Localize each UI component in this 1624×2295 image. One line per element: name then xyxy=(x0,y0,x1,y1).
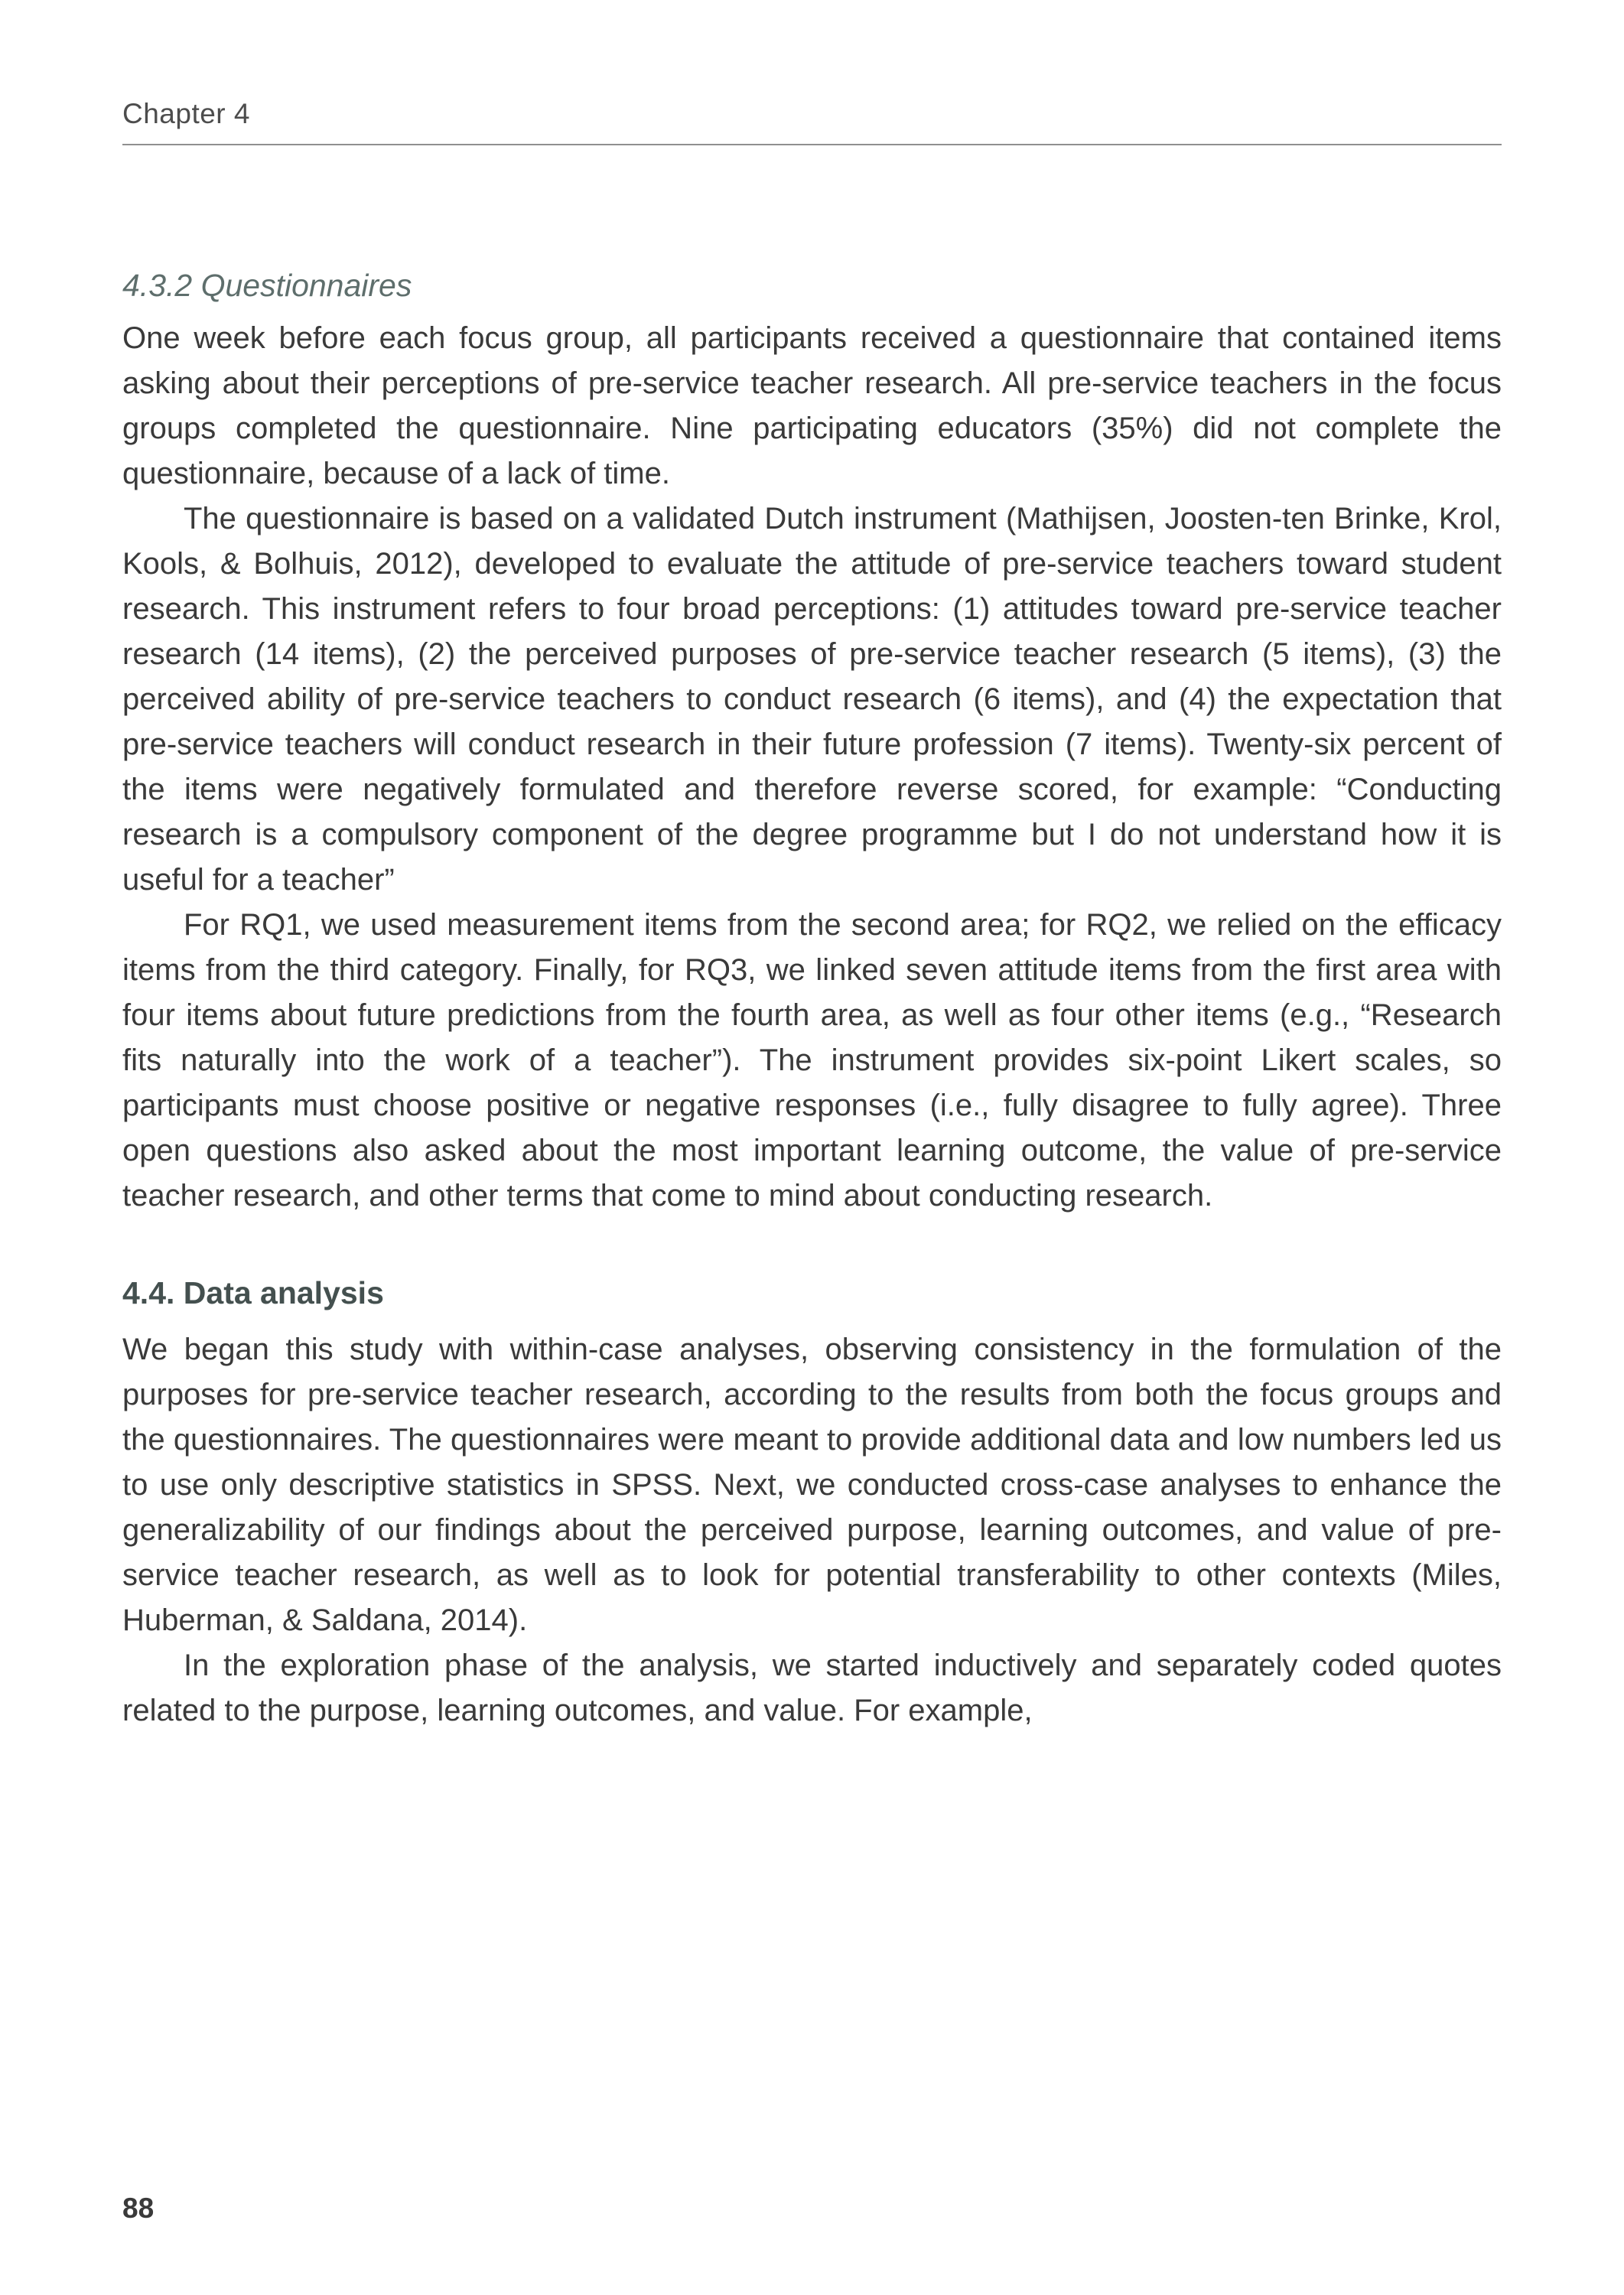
header-rule xyxy=(122,144,1502,145)
paragraph-questionnaires-1: One week before each focus group, all participants received a questionnaire that contained items asking about their perceptions of pre-service teacher research. All pre-service teachers in the focus groups completed the questionnaire. Nine participating educators (35%) did not complete the questionnaire, because of a lack of time. xyxy=(122,321,1502,491)
paragraph-questionnaires-3: For RQ1, we used measurement items from the second area; for RQ2, we relied on the efficacy items from the third category. Finally, for RQ3, we linked seven attitude items from the first area with four items about future predictions from the fourth area, as well as four other items (e.g., “Research fits naturally into the work of a teacher”). The instrument provides six-point Likert scales, so participants must choose positive or negative responses (i.e., fully disagree to fully agree). Three open questions also asked about the most important learning outcome, the value of pre-service teacher research, and other terms that come to mind about conducting research. xyxy=(122,908,1502,1213)
subsection-heading-questionnaires: 4.3.2 Questionnaires xyxy=(122,268,412,303)
page-body xyxy=(122,266,1502,1733)
page-number: 88 xyxy=(122,2192,155,2224)
paragraph-data-analysis-1: We began this study with within-case analyses, observing consistency in the formulation of the purposes for pre-service teacher research, according to the results from both the focus groups and the questionnaires. The questionnaires were meant to provide additional data and low numbers led us to use only descriptive statistics in SPSS. Next, we conducted cross-case analyses to enhance the generalizability of our findings about the perceived purpose, learning outcomes, and value of pre-service teacher research, as well as to look for potential transferability to other contexts (Miles, Huberman, & Saldana, 2014). xyxy=(122,1332,1502,1637)
section-questionnaires xyxy=(122,266,1502,1219)
section-data-analysis xyxy=(122,1274,1502,1733)
paragraph-questionnaires-2: The questionnaire is based on a validated Dutch instrument (Mathijsen, Joosten-ten Brinke, Krol, Kools, & Bolhuis, 2012), developed to evaluate the attitude of pre-service teachers toward student research. This instrument refers to four broad perceptions: (1) attitudes toward pre-service teacher research (14 items), (2) the perceived purposes of pre-service teacher research (5 items), (3) the perceived ability of pre-service teachers to conduct research (6 items), and (4) the expectation that pre-service teachers will conduct research in their future profession (7 items). Twenty-six percent of the items were negatively formulated and therefore reverse scored, for example: “Conducting research is a compulsory component of the degree programme but I do not understand how it is useful for a teacher” xyxy=(122,502,1502,897)
page-header xyxy=(122,98,1502,145)
subsection-heading-data-analysis: 4.4. Data analysis xyxy=(122,1275,384,1311)
paragraph-data-analysis-2: In the exploration phase of the analysis, we started inductively and separately coded quotes related to the purpose, learning outcomes, and value. For example, xyxy=(122,1648,1502,1727)
chapter-label: Chapter 4 xyxy=(122,98,250,129)
